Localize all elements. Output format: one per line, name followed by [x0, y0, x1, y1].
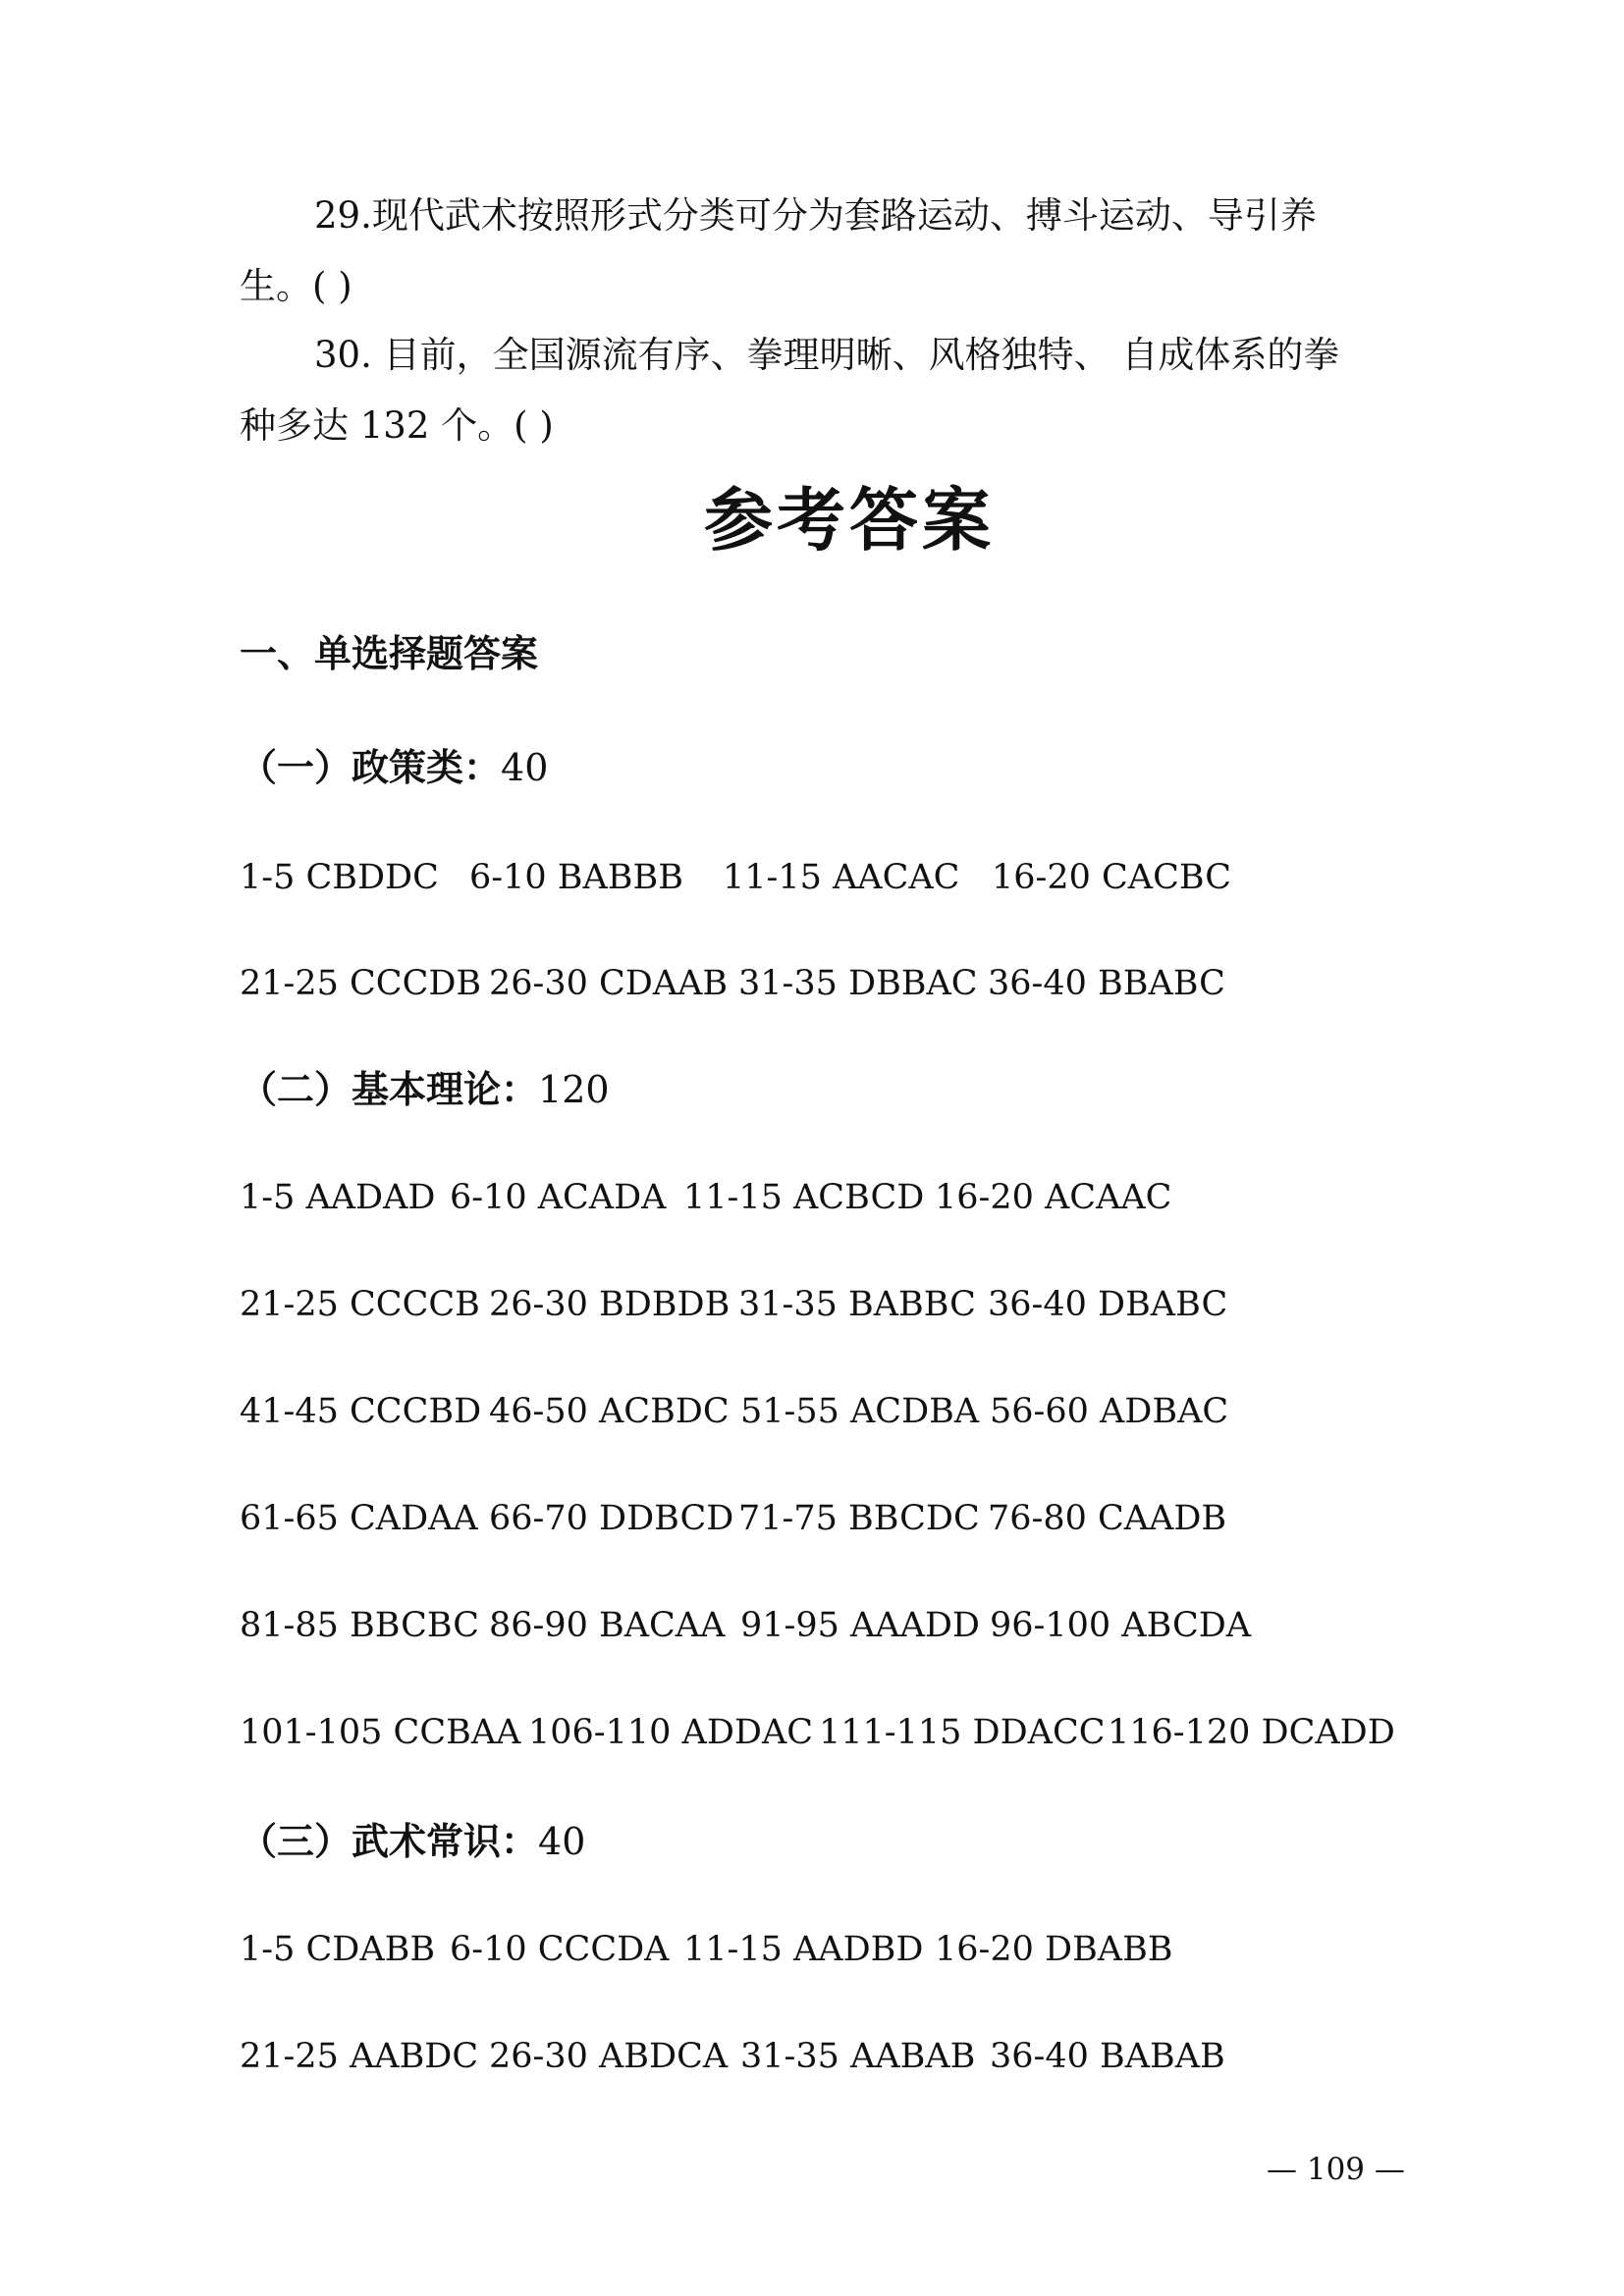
- page-title: 参考答案: [704, 480, 995, 561]
- subsection-count: 40: [538, 1820, 586, 1863]
- subsection-count: 120: [538, 1068, 610, 1111]
- answer-group: 21-25 CCCDB: [240, 964, 482, 1003]
- answer-group: 91-95 AAADD: [740, 1606, 980, 1645]
- answer-group: 26-30 CDAAB: [489, 964, 729, 1003]
- answer-row: [240, 1497, 1418, 1540]
- subsection-count: 40: [501, 746, 549, 789]
- answer-group: 51-55 ACDBA: [740, 1392, 980, 1431]
- answer-group: 106-110 ADDAC: [528, 1713, 814, 1752]
- answer-group: 21-25 CCCCB: [240, 1285, 480, 1324]
- answer-group: 6-10 BABBB: [469, 858, 683, 897]
- answer-group: 66-70 DDBCD: [489, 1499, 734, 1538]
- answer-group: 16-20 CACBC: [992, 858, 1232, 897]
- answer-group: 11-15 AADBD: [683, 1930, 924, 1969]
- answer-group: 21-25 AABDC: [240, 2037, 479, 2076]
- answer-group: 61-65 CADAA: [240, 1499, 478, 1538]
- question-30-line-2: 种多达 132 个。( ): [240, 404, 554, 447]
- question-29-line-2: 生。( ): [240, 265, 352, 307]
- answer-group: 101-105 CCBAA: [240, 1713, 521, 1752]
- answer-group: 1-5 CDABB: [240, 1930, 436, 1969]
- answer-group: 31-35 DBBAC: [738, 964, 978, 1003]
- answer-group: 116-120 DCADD: [1108, 1713, 1395, 1752]
- answer-row: [240, 856, 1418, 899]
- answer-group: 31-35 BABBC: [738, 1285, 976, 1324]
- answer-group: 1-5 CBDDC: [240, 858, 439, 897]
- answer-group: 111-115 DDACC: [819, 1713, 1106, 1752]
- answer-group: 6-10 ACADA: [450, 1178, 667, 1217]
- answer-group: 81-85 BBCBC: [240, 1606, 480, 1645]
- subsection-heading-theory: [240, 1066, 610, 1113]
- question-29-line-1: 29.现代武术按照形式分类可分为套路运动、搏斗运动、导引养: [314, 194, 1317, 237]
- section-heading: 一、单选择题答案: [240, 632, 539, 675]
- answer-group: 76-80 CAADB: [988, 1499, 1227, 1538]
- answer-row: [240, 1711, 1418, 1754]
- subsection-label: （一）政策类：: [240, 746, 502, 789]
- answer-group: 26-30 BDBDB: [489, 1285, 731, 1324]
- subsection-heading-wushu: [240, 1818, 585, 1865]
- answer-group: 11-15 ACBCD: [683, 1178, 925, 1217]
- subsection-label: （二）基本理论：: [240, 1068, 539, 1111]
- answer-row: [240, 1283, 1418, 1326]
- answer-group: 16-20 DBABB: [935, 1930, 1173, 1969]
- answer-group: 31-35 AABAB: [740, 2037, 976, 2076]
- answer-group: 36-40 DBABC: [988, 1285, 1228, 1324]
- answer-group: 16-20 ACAAC: [935, 1178, 1172, 1217]
- question-30-line-1: 30. 目前，全国源流有序、拳理明晰、风格独特、 自成体系的拳: [314, 334, 1340, 376]
- answer-group: 1-5 AADAD: [240, 1178, 436, 1217]
- answer-group: 11-15 AACAC: [723, 858, 960, 897]
- answer-row: [240, 1604, 1418, 1647]
- answer-row: [240, 1390, 1418, 1433]
- answer-group: 46-50 ACBDC: [489, 1392, 730, 1431]
- subsection-heading-policy: [240, 744, 548, 791]
- answer-group: 71-75 BBCDC: [738, 1499, 980, 1538]
- answer-row: [240, 1176, 1418, 1219]
- answer-row: [240, 2035, 1418, 2078]
- answer-group: 36-40 BABAB: [990, 2037, 1225, 2076]
- answer-group: 56-60 ADBAC: [990, 1392, 1229, 1431]
- answer-group: 26-30 ABDCA: [489, 2037, 729, 2076]
- answer-row: [240, 962, 1418, 1005]
- answer-row: [240, 1928, 1418, 1971]
- subsection-label: （三）武术常识：: [240, 1820, 539, 1863]
- answer-group: 96-100 ABCDA: [990, 1606, 1252, 1645]
- answer-group: 6-10 CCCDA: [450, 1930, 670, 1969]
- answer-group: 86-90 BACAA: [489, 1606, 726, 1645]
- answer-group: 36-40 BBABC: [988, 964, 1225, 1003]
- page-number: — 109 —: [1267, 2152, 1405, 2187]
- answer-group: 41-45 CCCBD: [240, 1392, 482, 1431]
